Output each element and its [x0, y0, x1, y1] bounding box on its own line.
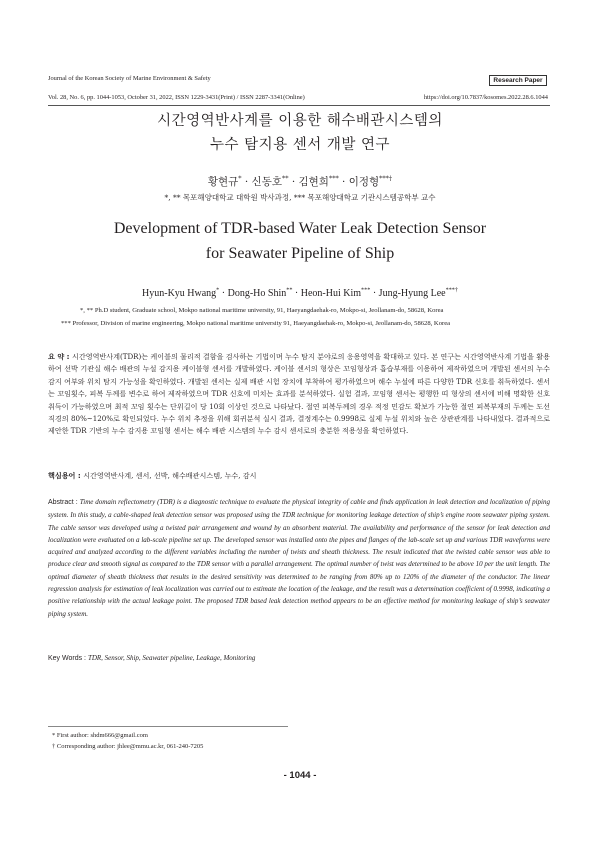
author-separator: ·: [241, 176, 252, 188]
author-mark: ***: [361, 286, 371, 294]
author-mark: **: [281, 174, 289, 183]
doi-link[interactable]: https://doi.org/10.7837/kosomes.2022.28.6.1044: [423, 94, 548, 101]
author-name: 이정형: [348, 176, 380, 188]
english-keywords-label: Key Words :: [48, 655, 88, 662]
korean-title-line2: 누수 탐지용 센서 개발 연구: [209, 137, 390, 153]
author-separator: ·: [288, 176, 299, 188]
footnote-text: Corresponding author: jhlee@mmu.ac.kr, 061-240-7205: [56, 743, 204, 750]
footnote-mark: †: [52, 743, 56, 750]
footnote-first-author: [52, 732, 148, 739]
author-name: 황현규: [207, 176, 239, 188]
english-authors: [0, 288, 600, 299]
english-abstract-text: Time domain reflectometry (TDR) is a diagnostic technique to evaluate the physical integrity of cable and finds application in leak detection and localization of piping system. In this study, a cable-shaped leak detection sensor was proposed using the TDR technique for monitoring leakage detection of ship’s engine room seawater piping system. The cable sensor was developed using a twisted pair arrangement and wound by an absorbent material. The availability and performance of the sensor for leak detection and localization were evaluated on a lab-scale pipeline set up. The developed sensor was installed onto the pipes and flanges of the lab-scale set up and various TDR waveforms were acquired and analyzed according to the different variables including the number of twists and sheath thickness. The result indicated that the twisted cable sensor was able to produce clear and smooth signal as compared to the TDR sensor with a parallel arrangement. The optimal number of twist was determined to be above 10 per the unit length. The optimal diameter of sheath thickness that results in the desired sensitivity was determined to be ranging from 80% up to 120% of the diameter of the conductor. The linear regression analysis for estimation of leak localization was carried out to estimate the location of the leakage, and the result was a determination coefficient of 0.9998, indicating a positive relationship with the actual leakage point. The proposed TDR based leak detection method appears to be an effective method for monitoring leakage of ship’s seawater piping system.: [48, 498, 551, 618]
article-type-badge: Research Paper: [489, 75, 547, 86]
footnote-divider: [48, 726, 288, 727]
volume-info: Vol. 28, No. 6, pp. 1044-1053, October 31, 2022, ISSN 1229-3431(Print) / ISSN 2287-3341(Online): [48, 94, 305, 101]
korean-affiliation: *, ** 목포해양대학교 대학원 박사과정, *** 목포해양대학교 기관시스템공학부 교수: [164, 193, 436, 202]
author-mark: ***†: [445, 286, 458, 294]
korean-keywords: [48, 471, 257, 481]
english-title-line2: for Seawater Pipeline of Ship: [205, 245, 395, 262]
footnote-corresponding-author: [52, 743, 203, 750]
author-name: Hyun-Kyu Hwang: [142, 288, 217, 299]
english-affiliation-1: *, ** Ph.D student, Graduate school, Mokpo national maritime university, 91, Haeyangdaehak-ro, Mokpo-si, Jeollanam-do, 58628, Korea: [80, 307, 444, 314]
korean-title-line1: 시간영역반사계를 이용한 해수배관시스템의: [157, 113, 443, 129]
english-abstract-label: Abstract :: [48, 499, 80, 506]
korean-abstract: [48, 351, 550, 438]
author-name: 김현희: [298, 176, 329, 188]
author-mark: *: [216, 286, 220, 294]
korean-keywords-text: 시간영역반사계, 센서, 선박, 해수배관시스템, 누수, 감시: [83, 471, 257, 480]
author-name: 신동호: [251, 176, 282, 188]
journal-name: Journal of the Korean Society of Marine Environment & Safety: [48, 75, 211, 82]
korean-keywords-label: 핵심용어 :: [48, 471, 84, 480]
korean-authors: [0, 174, 600, 189]
author-mark: ***: [328, 174, 339, 183]
author-name: Jung-Hyung Lee: [378, 288, 446, 299]
author-name: Heon-Hui Kim: [300, 288, 362, 299]
page-number: - 1044 -: [283, 770, 317, 781]
korean-abstract-text: 시간영역반사계(TDR)는 케이블의 물리적 결함을 검사하는 기법이며 누수 탐지 분야로의 응용영역을 확대하고 있다. 본 연구는 시간영역반사계 기법을 활용하여 선박 기관실 해수 배관의 누설 감지용 케이블형 센서를 개발하였다. 케이블 센서의 형상은 꼬임형상과 흡습부재를 이용하여 제작하였으며 개발된 센서의 누수 감지 여부와 위치 탐지 가능성을 확인하였다. 개발된 센서는 실제 배관 시험 장치에 부착하여 평가하였으며 해수 누설에 따른 다양한 TDR 신호를 취득하였다. 센서는 꼬임횟수, 피복 두께를 변수로 하여 제작하였으며 TDR 신호에 미치는 효과를 분석하였다. 실험 결과, 꼬임형 센서는 평행한 띠 형상의 센서에 비해 명확한 신호 취득이 가능하였으며 최적 꼬임 횟수는 단위길이 당 10회 이상인 것으로 나타났다. 절연 피복두께의 경우 적정 민감도 확보가 가능한 절연 피복부재의 두께는 도선 직경의 80%~120%로 확인되었다. 누수 위치 추정을 위해 회귀분석 실시 결과, 결정계수는 0.9998로 실제 누설 위치와 높은 상관관계를 나타내었다. 결과적으로 제안한 TDR 기반의 누수 감지용 꼬임형 센서는 해수 배관 시스템의 누수 감시 센서로의 충분한 적용성을 확인하였다.: [48, 352, 550, 436]
english-affiliation-2: *** Professor, Division of marine engineering, Mokpo national maritime university 91, Haeyangdaehak-ro, Mokpo-si, Jeollanam-do, 58628, Korea: [61, 320, 451, 327]
english-title-line1: Development of TDR-based Water Leak Detection Sensor: [113, 220, 487, 237]
footnote-mark: *: [52, 732, 56, 739]
english-keywords-text: TDR, Sensor, Ship, Seawater pipeline, Leakage, Monitoring: [87, 654, 256, 662]
author-separator: ·: [292, 288, 301, 299]
author-name: Dong-Ho Shin: [227, 288, 287, 299]
author-separator: ·: [370, 288, 379, 299]
author-separator: ·: [338, 176, 349, 188]
author-separator: ·: [219, 288, 228, 299]
header-divider: [48, 105, 550, 106]
author-mark: ***†: [379, 174, 393, 183]
english-keywords: [48, 654, 255, 662]
korean-abstract-label: 요 약 :: [48, 352, 73, 361]
author-mark: *: [238, 174, 242, 183]
footnote-text: First author: shdm666@gmail.com: [56, 732, 148, 739]
author-mark: **: [286, 286, 293, 294]
english-abstract: [48, 496, 550, 620]
